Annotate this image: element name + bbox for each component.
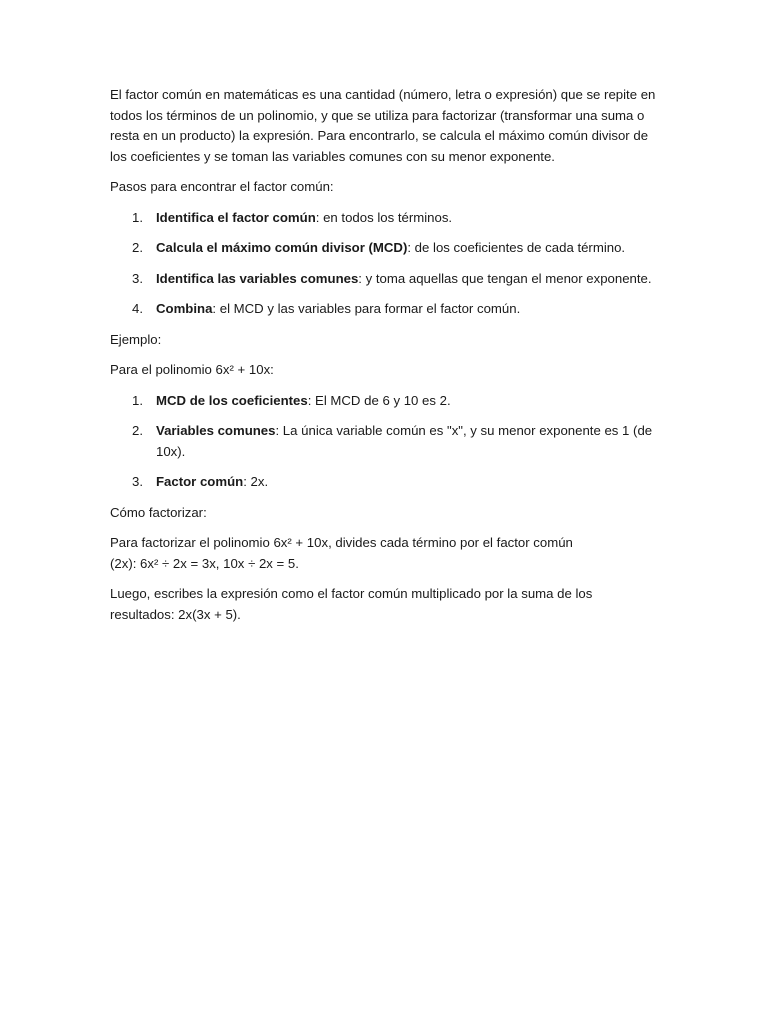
step-text: : y toma aquellas que tengan el menor exponente. <box>358 270 652 286</box>
steps-list <box>110 208 658 320</box>
how-paragraph <box>110 533 658 574</box>
step-text: : El MCD de 6 y 10 es 2. <box>307 392 451 408</box>
list-number: 1. <box>132 392 143 408</box>
list-item <box>110 208 658 229</box>
list-number: 4. <box>132 301 143 316</box>
step-title: Identifica las variables comunes <box>156 270 359 286</box>
intro-paragraph: El factor común en matemáticas es una cantidad (número, letra o expresión) que se repite en todos los términos de un polinomio, y que se utiliza para factorizar (transformar una suma o resta en un producto) la expresión. Para encontrarlo, se calcula el máximo común divisor de los coeficientes y se toman las variables comunes con su menor exponente. <box>110 87 656 164</box>
list-item <box>110 391 658 412</box>
step-text: : el MCD y las variables para formar el factor común. <box>212 301 521 316</box>
list-number: 3. <box>132 474 143 489</box>
list-number: 3. <box>132 270 143 286</box>
step-title: Variables comunes <box>156 423 276 438</box>
how-heading: Cómo factorizar: <box>110 504 207 520</box>
list-item <box>110 238 658 259</box>
conclusion-paragraph: Luego, escribes la expresión como el factor común multiplicado por la suma de los resultados: 2x(3x + 5). <box>110 586 593 622</box>
step-title: Combina <box>156 301 213 316</box>
step-title: MCD de los coeficientes <box>156 392 308 408</box>
example-steps-list <box>110 391 658 493</box>
step-text: : en todos los términos. <box>315 209 453 225</box>
list-number: 2. <box>132 423 143 438</box>
step-text: : 2x. <box>243 474 269 489</box>
list-item <box>110 269 658 290</box>
list-item <box>110 472 658 493</box>
how-line-1: Para factorizar el polinomio 6x² + 10x, divides cada término por el factor común <box>110 535 573 550</box>
list-item <box>110 421 658 462</box>
step-title: Identifica el factor común <box>156 209 316 225</box>
list-item <box>110 299 658 320</box>
list-number: 2. <box>132 240 143 255</box>
how-line-2: (2x): 6x² ÷ 2x = 3x, 10x ÷ 2x = 5. <box>110 555 299 571</box>
list-number: 1. <box>132 209 143 225</box>
example-intro: Para el polinomio 6x² + 10x: <box>110 362 274 377</box>
step-text: : de los coeficientes de cada término. <box>407 240 626 255</box>
example-heading: Ejemplo: <box>110 331 162 347</box>
step-text: : La única variable común es "x", y su menor exponente es 1 (de 10x). <box>156 423 653 459</box>
step-title: Factor común <box>156 474 244 489</box>
step-title: Calcula el máximo común divisor (MCD) <box>156 240 408 255</box>
document-page <box>110 85 658 635</box>
steps-heading: Pasos para encontrar el factor común: <box>110 179 334 194</box>
